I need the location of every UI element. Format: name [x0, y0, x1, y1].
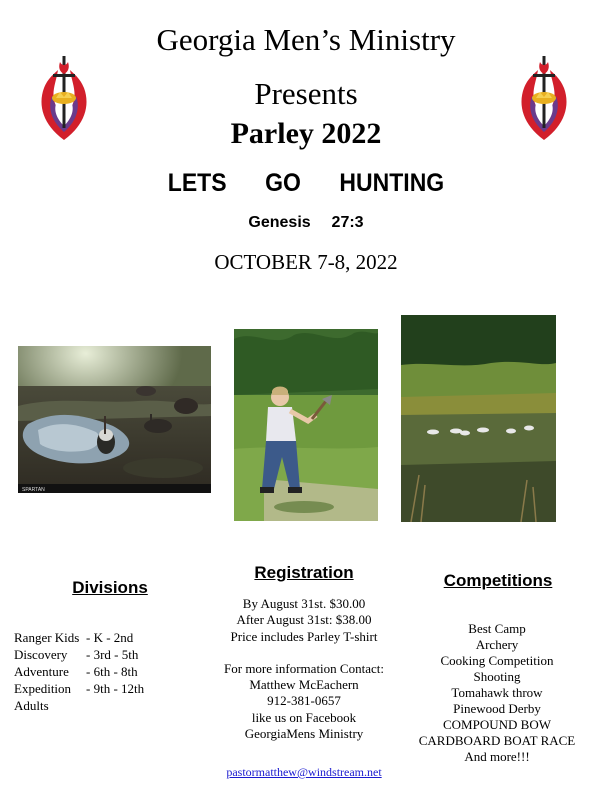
photo-pond-with-decoys — [401, 315, 556, 522]
competition-item: COMPOUND BOW — [443, 717, 551, 732]
divisions-list — [14, 629, 144, 714]
division-row — [14, 646, 144, 663]
contact-phone: 912-381-0657 — [267, 693, 341, 709]
competition-item: Cooking Competition — [440, 653, 554, 668]
competition-item: Tomahawk throw — [451, 685, 543, 700]
division-name: Ranger Kids — [14, 630, 80, 645]
ministry-title: Georgia Men’s Ministry — [156, 22, 456, 57]
divisions-heading: Divisions — [72, 578, 148, 597]
competition-item: Best Camp — [468, 621, 526, 636]
division-row — [14, 680, 144, 697]
registration-line: After August 31st: $38.00 — [236, 612, 372, 628]
contact-email-link[interactable]: pastormatthew@windstream.net — [226, 765, 382, 779]
division-name: Adults — [14, 698, 49, 713]
division-name: Adventure — [14, 664, 69, 679]
competition-item: CARDBOARD BOAT RACE — [418, 733, 576, 748]
registration-line: By August 31st. $30.00 — [242, 596, 366, 611]
registration-heading: Registration — [254, 563, 354, 582]
competition-item: Shooting — [473, 669, 521, 684]
registration-line: like us on Facebook — [251, 709, 357, 725]
cross-and-flame-icon — [516, 52, 572, 142]
division-grades: - 6th - 8th — [86, 664, 138, 679]
presents-text: Presents — [254, 76, 358, 111]
photo-boy-with-tomahawk — [234, 329, 378, 521]
registration-line: For more information Contact: — [224, 660, 384, 676]
competitions-heading: Competitions — [443, 571, 553, 590]
competition-item: Pinewood Derby — [453, 701, 541, 716]
registration-details — [200, 596, 408, 742]
division-row — [14, 663, 144, 680]
division-row — [14, 629, 144, 646]
division-grades: - 9th - 12th — [86, 681, 145, 696]
contact-name: Matthew McEachern — [249, 677, 359, 693]
competitions-list — [404, 621, 590, 765]
event-theme: LETS GO HUNTING — [167, 169, 445, 197]
registration-line: Price includes Parley T-shirt — [230, 628, 378, 644]
division-grades: - K - 2nd — [86, 630, 134, 645]
verse-reference: Genesis 27:3 — [248, 214, 364, 231]
registration-spacer — [200, 645, 408, 661]
facebook-page: GeorgiaMens Ministry — [244, 726, 364, 742]
division-name: Expedition — [14, 681, 72, 696]
photo-trail-camera-turkeys — [18, 346, 211, 493]
division-name: Discovery — [14, 647, 68, 662]
competition-item: Archery — [475, 637, 519, 652]
division-grades: - 3rd - 5th — [86, 647, 139, 662]
competition-item: And more!!! — [464, 749, 530, 764]
event-dates: OCTOBER 7-8, 2022 — [214, 250, 398, 274]
svg-text:SPARTAN: SPARTAN — [22, 487, 45, 493]
event-title: Parley 2022 — [230, 117, 382, 150]
cross-and-flame-icon — [36, 52, 92, 142]
division-row — [14, 697, 144, 714]
